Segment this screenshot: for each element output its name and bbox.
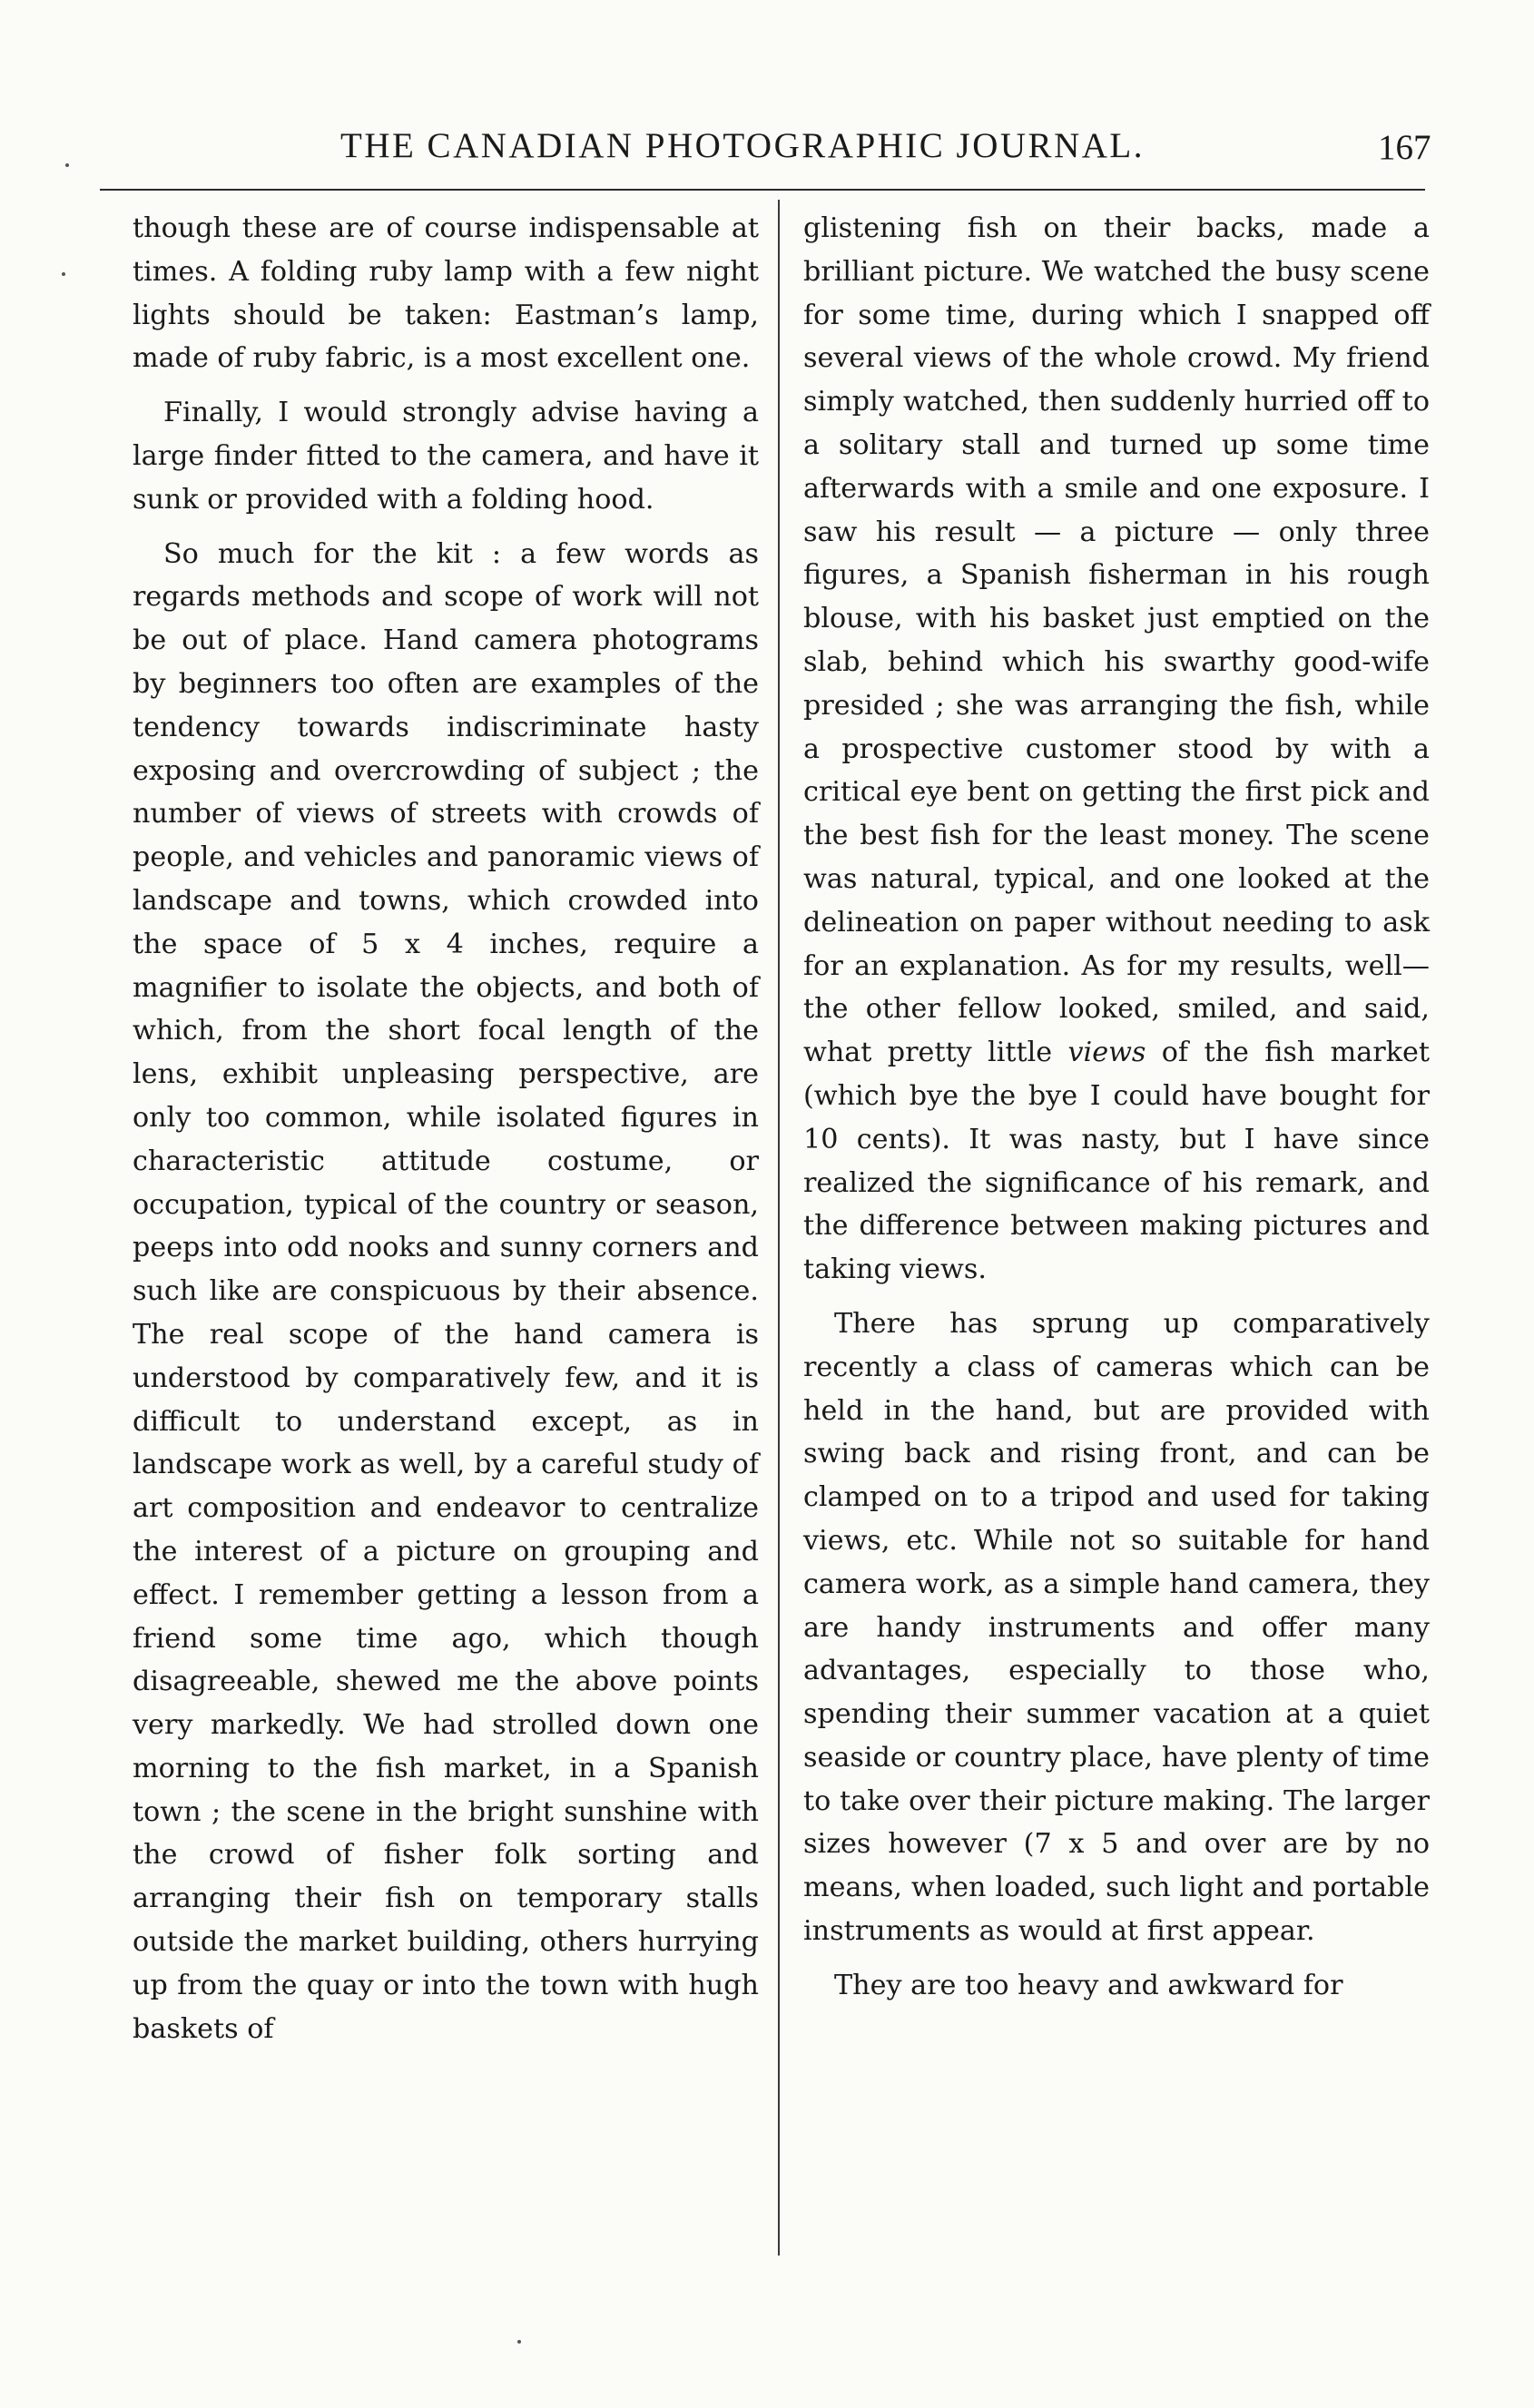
paragraph: So much for the kit : a few words as regards methods and scope of work will not be out of place. Hand camera photograms by beginners too often are examples of the tendency towards indiscriminate hasty exposing and overcrowding of subject ; the number of views of streets with crowds of people, and vehicles and panoramic views of landscape and towns, which crowded into the space of 5 x 4 inches, require a magnifier to isolate the objects, and both of which, from the short focal length of the lens, exhibit unpleasing perspective, are only too common, while isolated figures in characteristic attitude costume, or occupation, typical of the country or season, peeps into odd nooks and sunny corners and such like are conspicuous by their absence. The real scope of the hand camera is understood by comparatively few, and it is difficult to understand except, as in landscape work as well, by a careful study of art composition and endeavor to centralize the interest of a picture on grouping and effect. I remember getting a lesson from a friend some time ago, which though disagreeable, shewed me the above points very markedly. We had strolled down one morning to the fish market, in a Spanish town ; the scene in the bright sunshine with the crowd of fisher folk sorting and arranging their fish on temporary stalls outside the market building, others hurrying up from the quay or into the town with hugh baskets of bbox=[133, 537, 759, 2045]
print-speck bbox=[517, 2340, 521, 2344]
paragraph-text: of the fish market (which bye the bye I could have bought for 10 cents). It was nasty, but I have since realized the significance of his remark, and the difference between making pictures and taking views. bbox=[803, 1037, 1431, 1286]
paragraph: They are too heavy and awkward for bbox=[834, 1969, 1343, 2001]
print-speck bbox=[65, 163, 69, 167]
left-column bbox=[133, 207, 759, 2050]
page-number: 167 bbox=[1378, 128, 1431, 167]
paragraph: Finally, I would strongly advise having a large finder fitted to the camera, and have it sunk or provided with a folding hood. bbox=[133, 397, 759, 516]
print-speck bbox=[62, 272, 65, 276]
paragraph: There has sprung up comparatively recently a class of cameras which can be held in the hand, but are provided with swing back and rising front, and can be clamped on to a tripod and used for taking views, etc. While not so suitable for hand camera work, as a simple hand camera, they are handy instruments and offer many advantages, especially to those who, spending their summer vacation at a quiet seaside or country place, have plenty of time to take over their picture making. The larger sizes however (7 x 5 and over are by no means, when loaded, such light and portable instruments as would at first appear. bbox=[803, 1307, 1430, 1948]
column-divider bbox=[778, 200, 780, 2256]
running-title: THE CANADIAN PHOTOGRAPHIC JOURNAL. bbox=[340, 126, 1145, 165]
right-column bbox=[803, 207, 1430, 2008]
italic-word: views bbox=[1067, 1037, 1146, 1069]
paragraph bbox=[803, 207, 1430, 1292]
header-rule bbox=[100, 189, 1425, 191]
paragraph-text: glistening fish on their backs, made a brilliant picture. We watched the busy scene for some time, during which I snapped off several views of the whole crowd. My friend simply watched, then suddenly hurried off to a solitary stall and turned up some time afterwards with a smile and one exposure. I saw his result — a picture — only three figures, a Spanish fisherman in his rough blouse, with his basket just emptied on the slab, behind which his swarthy good-wife presided ; she was arranging the fish, while a prospective customer stood by with a critical eye bent on getting the first pick and the best fish for the least money. The scene was natural, typical, and one looked at the delineation on paper without needing to ask for an explanation. As for my results, well—the other fellow looked, smiled, and said, what pretty little bbox=[803, 212, 1430, 1069]
paragraph: though these are of course indispensable at times. A folding ruby lamp with a few night lights should be taken: Eastman’s lamp, made of ruby fabric, is a most excellent one. bbox=[133, 212, 759, 375]
